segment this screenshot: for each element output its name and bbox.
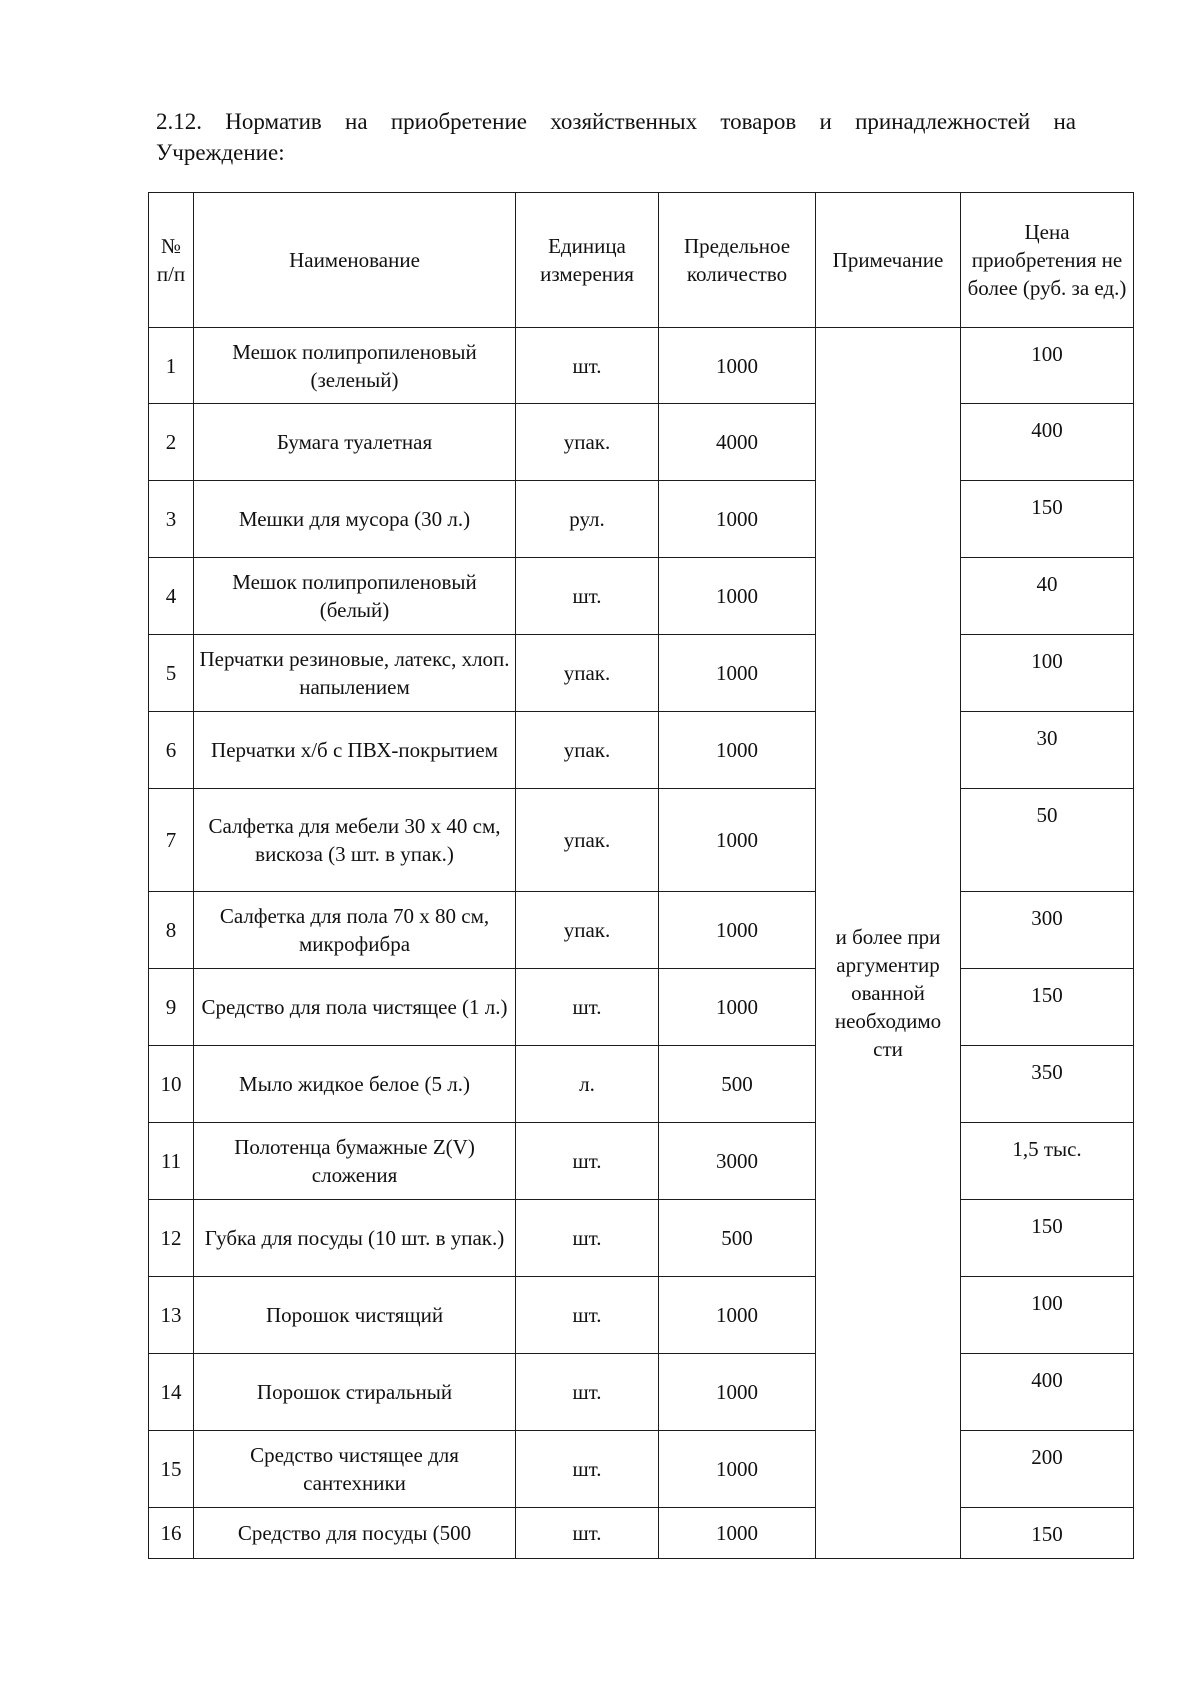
cell-price: 100	[961, 1277, 1134, 1354]
cell-name: Средство для пола чистящее (1 л.)	[194, 969, 516, 1046]
table-row	[149, 635, 1134, 712]
cell-name: Мешки для мусора (30 л.)	[194, 481, 516, 558]
table-body	[149, 328, 1134, 1559]
cell-qty: 1000	[659, 969, 816, 1046]
cell-num: 6	[149, 712, 194, 789]
cell-num: 3	[149, 481, 194, 558]
cell-price: 1,5 тыс.	[961, 1123, 1134, 1200]
cell-price: 150	[961, 969, 1134, 1046]
cell-qty: 1000	[659, 712, 816, 789]
cell-num: 14	[149, 1354, 194, 1431]
norms-table	[148, 192, 1134, 1559]
cell-num: 4	[149, 558, 194, 635]
cell-price: 100	[961, 328, 1134, 404]
cell-num: 10	[149, 1046, 194, 1123]
table-row	[149, 1277, 1134, 1354]
section-heading: 2.12. Норматив на приобретение хозяйственных товаров и принадлежностей на Учреждение:	[156, 109, 1076, 165]
table-row	[149, 558, 1134, 635]
cell-price: 30	[961, 712, 1134, 789]
table-row	[149, 1431, 1134, 1508]
cell-unit: шт.	[516, 328, 659, 404]
cell-name: Губка для посуды (10 шт. в упак.)	[194, 1200, 516, 1277]
cell-price: 400	[961, 404, 1134, 481]
cell-unit: упак.	[516, 635, 659, 712]
cell-num: 8	[149, 892, 194, 969]
cell-name: Перчатки х/б с ПВХ-покрытием	[194, 712, 516, 789]
cell-qty: 1000	[659, 1508, 816, 1559]
table-row	[149, 969, 1134, 1046]
cell-price: 50	[961, 789, 1134, 892]
table-row	[149, 1508, 1134, 1559]
cell-unit: шт.	[516, 1123, 659, 1200]
cell-price: 150	[961, 481, 1134, 558]
cell-num: 5	[149, 635, 194, 712]
cell-qty: 4000	[659, 404, 816, 481]
col-header-num: № п/п	[149, 193, 194, 328]
cell-unit: шт.	[516, 1508, 659, 1559]
cell-price: 150	[961, 1200, 1134, 1277]
cell-num: 15	[149, 1431, 194, 1508]
cell-price: 350	[961, 1046, 1134, 1123]
cell-name: Мешок полипропиленовый (зеленый)	[194, 328, 516, 404]
cell-price: 400	[961, 1354, 1134, 1431]
cell-unit: л.	[516, 1046, 659, 1123]
table-row	[149, 1200, 1134, 1277]
table-row	[149, 789, 1134, 892]
table-row	[149, 892, 1134, 969]
cell-qty: 1000	[659, 1354, 816, 1431]
table-row	[149, 1123, 1134, 1200]
cell-name: Салфетка для пола 70 х 80 см, микрофибра	[194, 892, 516, 969]
cell-qty: 1000	[659, 1431, 816, 1508]
cell-num: 11	[149, 1123, 194, 1200]
cell-num: 2	[149, 404, 194, 481]
cell-unit: шт.	[516, 1277, 659, 1354]
cell-qty: 1000	[659, 635, 816, 712]
cell-unit: шт.	[516, 1354, 659, 1431]
col-header-unit: Единица измерения	[516, 193, 659, 328]
cell-price: 40	[961, 558, 1134, 635]
col-header-note: Примечание	[816, 193, 961, 328]
cell-num: 9	[149, 969, 194, 1046]
cell-name: Салфетка для мебели 30 х 40 см, вискоза (3 шт. в упак.)	[194, 789, 516, 892]
cell-unit: упак.	[516, 892, 659, 969]
cell-num: 7	[149, 789, 194, 892]
cell-price: 300	[961, 892, 1134, 969]
cell-qty: 1000	[659, 1277, 816, 1354]
cell-name: Средство для посуды (500	[194, 1508, 516, 1559]
cell-price: 200	[961, 1431, 1134, 1508]
cell-num: 16	[149, 1508, 194, 1559]
cell-qty: 1000	[659, 481, 816, 558]
cell-name: Перчатки резиновые, латекс, хлоп. напылением	[194, 635, 516, 712]
cell-name: Бумага туалетная	[194, 404, 516, 481]
cell-name: Мешок полипропиленовый (белый)	[194, 558, 516, 635]
cell-name: Порошок чистящий	[194, 1277, 516, 1354]
cell-unit: шт.	[516, 1200, 659, 1277]
cell-unit: упак.	[516, 712, 659, 789]
cell-qty: 1000	[659, 558, 816, 635]
col-header-name: Наименование	[194, 193, 516, 328]
cell-num: 1	[149, 328, 194, 404]
cell-unit: упак.	[516, 404, 659, 481]
cell-name: Порошок стиральный	[194, 1354, 516, 1431]
cell-unit: рул.	[516, 481, 659, 558]
cell-unit: шт.	[516, 1431, 659, 1508]
col-header-price: Цена приобретения не более (руб. за ед.)	[961, 193, 1134, 328]
cell-unit: упак.	[516, 789, 659, 892]
cell-unit: шт.	[516, 969, 659, 1046]
table-row	[149, 1046, 1134, 1123]
cell-name: Мыло жидкое белое (5 л.)	[194, 1046, 516, 1123]
cell-price: 100	[961, 635, 1134, 712]
table-row	[149, 1354, 1134, 1431]
cell-num: 13	[149, 1277, 194, 1354]
cell-qty: 500	[659, 1046, 816, 1123]
cell-unit: шт.	[516, 558, 659, 635]
col-header-qty: Предельное количество	[659, 193, 816, 328]
cell-name: Средство чистящее для сантехники	[194, 1431, 516, 1508]
cell-price: 150	[961, 1508, 1134, 1559]
table-row	[149, 712, 1134, 789]
cell-qty: 1000	[659, 892, 816, 969]
cell-qty: 3000	[659, 1123, 816, 1200]
table-row	[149, 328, 1134, 404]
table-header-row	[149, 193, 1134, 328]
table-row	[149, 404, 1134, 481]
cell-name: Полотенца бумажные Z(V) сложения	[194, 1123, 516, 1200]
cell-num: 12	[149, 1200, 194, 1277]
cell-qty: 500	[659, 1200, 816, 1277]
cell-note: и более при аргументир ованной необходимо сти	[816, 328, 961, 1559]
cell-qty: 1000	[659, 789, 816, 892]
table-row	[149, 481, 1134, 558]
cell-qty: 1000	[659, 328, 816, 404]
